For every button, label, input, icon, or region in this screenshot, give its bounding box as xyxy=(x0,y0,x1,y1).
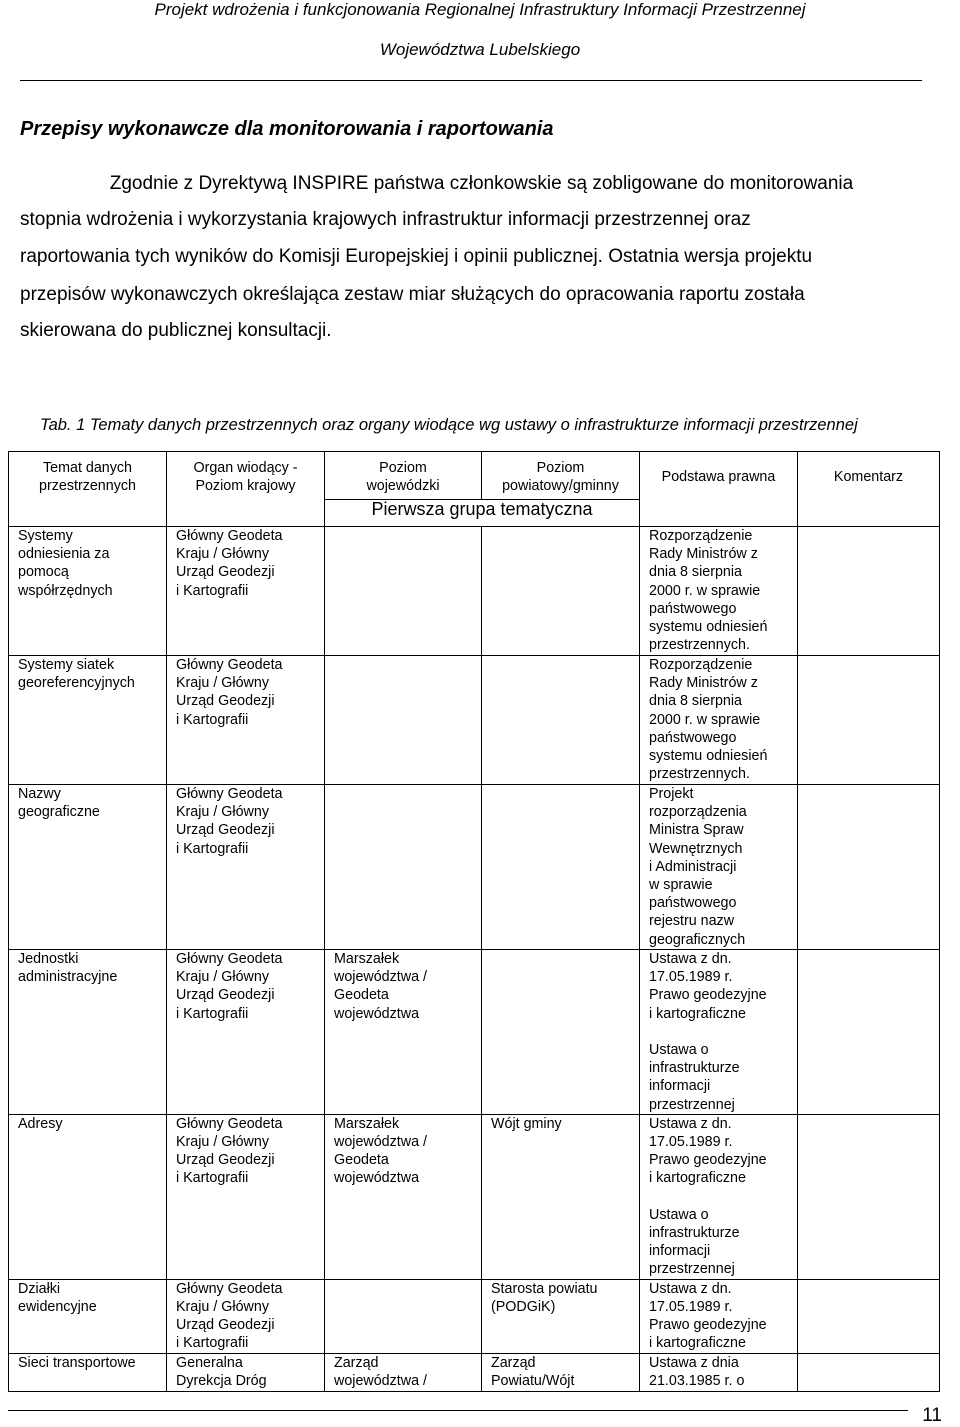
running-header-line-1: Projekt wdrożenia i funkcjonowania Regionalnej Infrastruktury Informacji Przestrzennej xyxy=(154,0,806,19)
table-row xyxy=(9,950,940,1115)
cell-national: Główny Geodeta Kraju / Główny Urząd Geodezji i Kartografii xyxy=(167,785,325,950)
header-rule xyxy=(20,80,922,81)
cell-national: Główny Geodeta Kraju / Główny Urząd Geodezji i Kartografii xyxy=(167,1279,325,1353)
paragraph-line-1: Zgodnie z Dyrektywą INSPIRE państwa członkowskie są zobligowane do monitorowania xyxy=(20,173,854,194)
table-caption: Tab. 1 Tematy danych przestrzennych oraz organy wiodące wg ustawy o infrastrukturze informacji przestrzennej xyxy=(40,416,858,434)
cell-county: Wójt gminy xyxy=(482,1114,640,1279)
cell-national: Główny Geodeta Kraju / Główny Urząd Geodezji i Kartografii xyxy=(167,950,325,1115)
cell-comment xyxy=(798,1114,940,1279)
cell-county xyxy=(482,527,640,656)
page-number: 11 xyxy=(922,1405,942,1426)
cell-voivodeship: Zarząd województwa / xyxy=(325,1353,482,1391)
cell-county xyxy=(482,785,640,950)
table-row xyxy=(9,1114,940,1279)
cell-county: Zarząd Powiatu/Wójt xyxy=(482,1353,640,1391)
table-row xyxy=(9,1279,940,1353)
cell-topic: Działki ewidencyjne xyxy=(9,1279,167,1353)
cell-topic: Adresy xyxy=(9,1114,167,1279)
cell-national: Główny Geodeta Kraju / Główny Urząd Geodezji i Kartografii xyxy=(167,656,325,785)
themes-table xyxy=(8,451,940,1392)
group-title: Pierwsza grupa tematyczna xyxy=(325,500,640,527)
footer-rule xyxy=(8,1410,908,1411)
cell-comment xyxy=(798,527,940,656)
cell-voivodeship xyxy=(325,527,482,656)
cell-voivodeship: Marszałek województwa / Geodeta województwa xyxy=(325,1114,482,1279)
header-county-level: Poziom powiatowy/gminny xyxy=(482,452,640,500)
header-voivodeship-level: Poziom wojewódzki xyxy=(325,452,482,500)
cell-topic: Nazwy geograficzne xyxy=(9,785,167,950)
cell-county xyxy=(482,656,640,785)
cell-legal: Rozporządzenie Rady Ministrów z dnia 8 sierpnia 2000 r. w sprawie państwowego systemu odniesień przestrzennych. xyxy=(640,527,798,656)
table-row xyxy=(9,527,940,656)
paragraph-line-4: przepisów wykonawczych określająca zestaw miar służących do opracowania raportu została xyxy=(20,284,805,305)
cell-comment xyxy=(798,785,940,950)
cell-legal: Ustawa z dn. 17.05.1989 r. Prawo geodezyjne i kartograficzne Ustawa o infrastrukturze informacji przestrzennej xyxy=(640,950,798,1115)
cell-county: Starosta powiatu (PODGiK) xyxy=(482,1279,640,1353)
table-header-row xyxy=(9,452,940,500)
cell-national: Generalna Dyrekcja Dróg xyxy=(167,1353,325,1391)
paragraph-line-5: skierowana do publicznej konsultacji. xyxy=(20,320,332,341)
paragraph-line-3: raportowania tych wyników do Komisji Europejskiej i opinii publicznej. Ostatnia wersja projektu xyxy=(20,246,813,267)
header-topic: Temat danych przestrzennych xyxy=(9,452,167,527)
cell-comment xyxy=(798,1353,940,1391)
table-row xyxy=(9,785,940,950)
cell-comment xyxy=(798,1279,940,1353)
cell-topic: Systemy odniesienia za pomocą współrzędnych xyxy=(9,527,167,656)
cell-voivodeship: Marszałek województwa / Geodeta województwa xyxy=(325,950,482,1115)
running-header-line-2: Województwa Lubelskiego xyxy=(379,40,581,59)
cell-topic: Systemy siatek georeferencyjnych xyxy=(9,656,167,785)
header-national-level: Organ wiodący - Poziom krajowy xyxy=(167,452,325,527)
paragraph-line-2: stopnia wdrożenia i wykorzystania krajowych infrastruktur informacji przestrzennej oraz xyxy=(20,209,751,230)
header-legal-basis: Podstawa prawna xyxy=(640,452,798,527)
cell-county xyxy=(482,950,640,1115)
cell-legal: Ustawa z dnia 21.03.1985 r. o xyxy=(640,1353,798,1391)
cell-voivodeship xyxy=(325,1279,482,1353)
header-comment: Komentarz xyxy=(798,452,940,527)
cell-comment xyxy=(798,950,940,1115)
cell-national: Główny Geodeta Kraju / Główny Urząd Geodezji i Kartografii xyxy=(167,527,325,656)
cell-voivodeship xyxy=(325,785,482,950)
cell-topic: Sieci transportowe xyxy=(9,1353,167,1391)
cell-comment xyxy=(798,656,940,785)
cell-national: Główny Geodeta Kraju / Główny Urząd Geodezji i Kartografii xyxy=(167,1114,325,1279)
cell-legal: Projekt rozporządzenia Ministra Spraw Wewnętrznych i Administracji w sprawie państwowego rejestru nazw geograficznych xyxy=(640,785,798,950)
table-row xyxy=(9,656,940,785)
cell-legal: Ustawa z dn. 17.05.1989 r. Prawo geodezyjne i kartograficzne Ustawa o infrastrukturze informacji przestrzennej xyxy=(640,1114,798,1279)
cell-legal: Rozporządzenie Rady Ministrów z dnia 8 sierpnia 2000 r. w sprawie państwowego systemu odniesień przestrzennych. xyxy=(640,656,798,785)
table-row xyxy=(9,1353,940,1391)
section-title: Przepisy wykonawcze dla monitorowania i raportowania xyxy=(20,118,554,140)
cell-legal: Ustawa z dn. 17.05.1989 r. Prawo geodezyjne i kartograficzne xyxy=(640,1279,798,1353)
cell-topic: Jednostki administracyjne xyxy=(9,950,167,1115)
cell-voivodeship xyxy=(325,656,482,785)
